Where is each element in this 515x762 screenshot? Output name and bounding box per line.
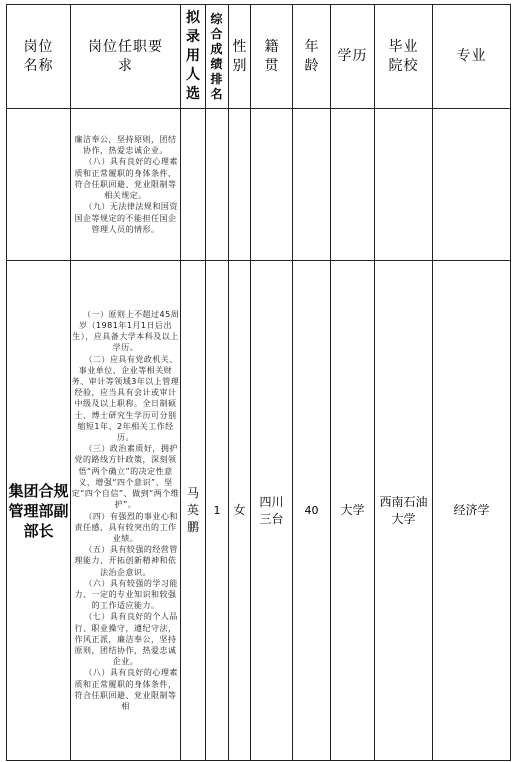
header-native-place: 籍贯 xyxy=(251,5,293,109)
requirement-line: （二）应具有党政机关、事业单位、企业等相关财务、审计等领域3年以上管理经验，应当具有会计或审计中级及以上职称。全日制硕士、博士研究生学历可分别缩短1年、2年相关工作经历。 xyxy=(71,354,180,443)
requirement-line: 廉洁奉公，坚持原则，团结协作，热爱忠诚企业。 xyxy=(74,135,177,156)
candidate-row xyxy=(7,261,511,761)
requirement-line: （七）具有良好的个人品行、职业操守，遵纪守法，作风正派，廉洁奉公，坚持原则，团结协作，热爱忠诚企业。 xyxy=(74,612,178,667)
requirement-line: （六）具有较强的学习能力、一定的专业知识和较强的工作适应能力。 xyxy=(74,578,178,611)
candidate-education: 大学 xyxy=(331,261,375,761)
header-major: 专业 xyxy=(433,5,511,109)
candidate-gender: 女 xyxy=(229,261,251,761)
candidate-rank: 1 xyxy=(206,261,229,761)
candidate-table xyxy=(6,4,511,761)
requirement-line: （八）具有良好的心理素质和正常履职的身体条件，符合任职回避、党业限制等相 xyxy=(74,668,178,711)
header-position-name: 岗位名称 xyxy=(7,5,71,109)
candidate-name: 马英鹏 xyxy=(181,261,206,761)
continued-position-cell xyxy=(7,109,71,261)
candidate-native-place: 四川三台 xyxy=(251,261,293,761)
continued-row xyxy=(7,109,511,261)
header-age: 年龄 xyxy=(293,5,331,109)
header-proposed-candidate: 拟录用人选 xyxy=(181,5,206,109)
requirement-line: （八）具有良好的心理素质和正常履职的身体条件，符合任职回避、党业限制等相关规定。 xyxy=(74,157,178,201)
candidate-major: 经济学 xyxy=(433,261,511,761)
header-gender: 性别 xyxy=(229,5,251,109)
continued-requirements xyxy=(71,109,181,261)
requirement-line: （四）有强烈的事业心和责任感，具有较突出的工作业绩。 xyxy=(74,511,178,543)
requirement-line: （九）无法律法规和国资国企等规定的不能担任国企管理人员的情形。 xyxy=(74,202,178,234)
header-overall-rank: 综合成绩排名 xyxy=(206,5,229,109)
requirement-line: （五）具有较强的经营管理能力、开拓创新精神和依法治企意识。 xyxy=(74,545,178,577)
header-row xyxy=(7,5,511,109)
position-name: 集团合规管理部副部长 xyxy=(7,261,71,761)
candidate-graduate-school: 西南石油大学 xyxy=(375,261,433,761)
candidate-age: 40 xyxy=(293,261,331,761)
requirement-line: （一）原则上不超过45周岁（1981年1月1日后出生），应具备大学本科及以上学历。 xyxy=(72,309,180,353)
requirement-line: （三）政治素质好，拥护党的路线方针政策，深刻领悟“两个确立”的决定性意义，增强“四个意识”、坚定“四个自信”、做到“两个维护”。 xyxy=(71,444,180,510)
header-graduate-school: 毕业院校 xyxy=(375,5,433,109)
header-education: 学历 xyxy=(331,5,375,109)
position-requirements xyxy=(71,261,181,761)
header-position-requirements: 岗位任职要求 xyxy=(71,5,181,109)
